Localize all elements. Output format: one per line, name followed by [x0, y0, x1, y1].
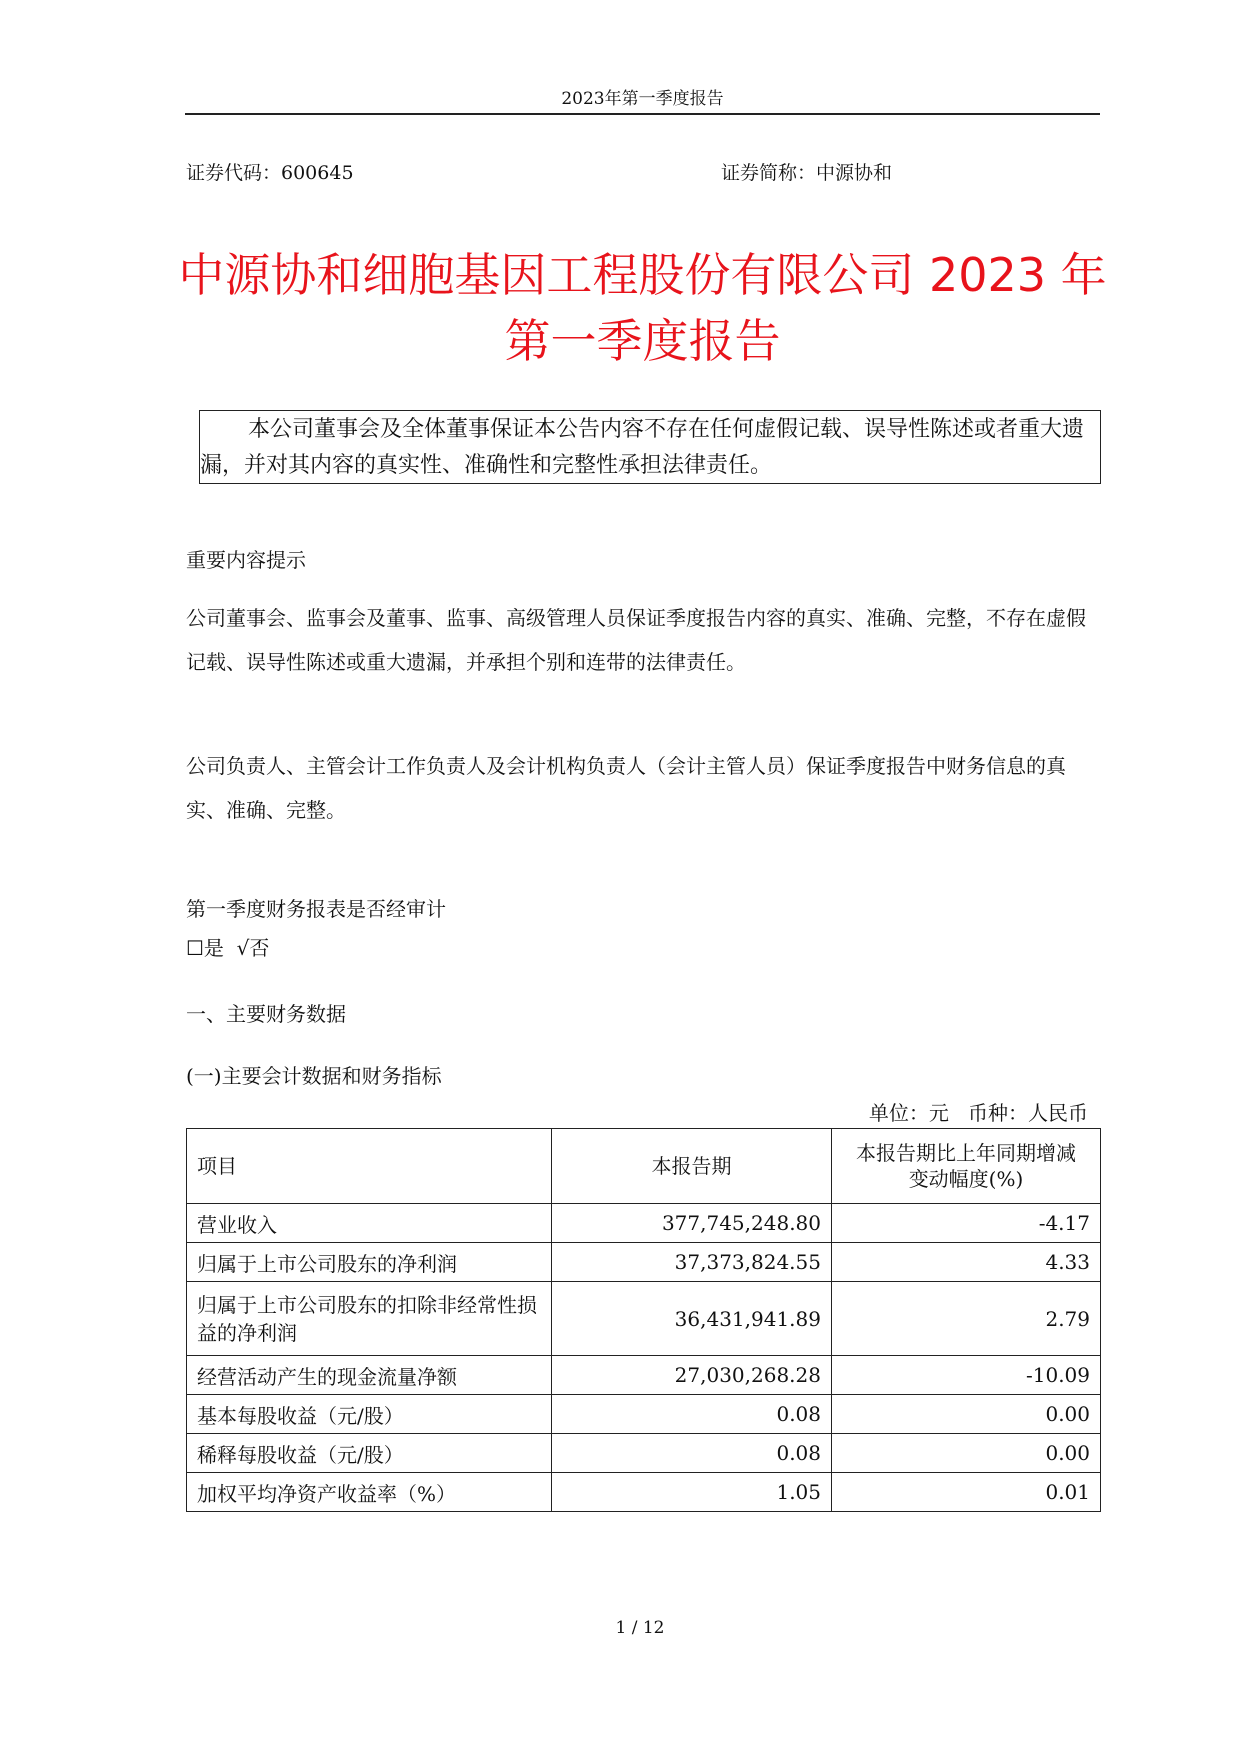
row-current: 27,030,268.28 — [552, 1356, 832, 1395]
important-heading: 重要内容提示 — [186, 548, 306, 572]
row-item: 归属于上市公司股东的扣除非经常性损益的净利润 — [187, 1282, 552, 1356]
row-current: 1.05 — [552, 1473, 832, 1512]
header-change-line1: 本报告期比上年同期增减 — [856, 1141, 1076, 1165]
table-row — [187, 1434, 1101, 1473]
section-heading: 一、主要财务数据 — [186, 1002, 346, 1026]
row-item: 经营活动产生的现金流量净额 — [187, 1356, 552, 1395]
table-row — [187, 1243, 1101, 1282]
row-current: 36,431,941.89 — [552, 1282, 832, 1356]
row-item: 稀释每股收益（元/股） — [187, 1434, 552, 1473]
header-current: 本报告期 — [552, 1129, 832, 1204]
row-current: 0.08 — [552, 1395, 832, 1434]
row-item: 加权平均净资产收益率（%） — [187, 1473, 552, 1512]
table-row — [187, 1356, 1101, 1395]
table-row — [187, 1473, 1101, 1512]
running-header: 2023年第一季度报告 — [561, 89, 724, 109]
row-item: 营业收入 — [187, 1204, 552, 1243]
table-header-row — [187, 1129, 1101, 1204]
header-item: 项目 — [187, 1129, 552, 1204]
row-change: 0.01 — [832, 1473, 1101, 1512]
table-row — [187, 1395, 1101, 1434]
stock-code: 证券代码：600645 — [186, 162, 354, 184]
stock-abbreviation: 证券简称：中源协和 — [721, 162, 893, 184]
table-unit-note: 单位：元 币种：人民币 — [868, 1101, 1088, 1125]
table-row — [187, 1204, 1101, 1243]
audit-question: 第一季度财务报表是否经审计 — [186, 897, 446, 921]
important-para-2: 公司负责人、主管会计工作负责人及会计机构负责人（会计主管人员）保证季度报告中财务信息的真实、准确、完整。 — [186, 754, 1066, 822]
section-subheading: (一)主要会计数据和财务指标 — [186, 1064, 442, 1088]
row-current: 37,373,824.55 — [552, 1243, 832, 1282]
board-notice-text: 本公司董事会及全体董事保证本公告内容不存在任何虚假记载、误导性陈述或者重大遗漏，并对其内容的真实性、准确性和完整性承担法律责任。 — [200, 417, 1085, 478]
page-number: 1 / 12 — [615, 1618, 665, 1638]
board-notice-box — [199, 410, 1101, 484]
report-title — [150, 242, 1135, 374]
header-change-line2: 变动幅度(%) — [908, 1167, 1024, 1191]
row-change: 2.79 — [832, 1282, 1101, 1356]
row-item: 归属于上市公司股东的净利润 — [187, 1243, 552, 1282]
row-current: 0.08 — [552, 1434, 832, 1473]
row-change: 4.33 — [832, 1243, 1101, 1282]
row-item: 基本每股收益（元/股） — [187, 1395, 552, 1434]
financial-table — [186, 1128, 1101, 1512]
header-rule — [185, 113, 1100, 115]
report-title-line1: 中源协和细胞基因工程股份有限公司 2023 年 — [178, 248, 1107, 302]
row-change: 0.00 — [832, 1395, 1101, 1434]
row-change: -4.17 — [832, 1204, 1101, 1243]
audit-options: ☐是 √否 — [186, 936, 270, 960]
report-title-line2: 第一季度报告 — [504, 314, 781, 368]
header-change — [832, 1129, 1101, 1204]
important-para-1: 公司董事会、监事会及董事、监事、高级管理人员保证季度报告内容的真实、准确、完整，不存在虚假记载、误导性陈述或重大遗漏，并承担个别和连带的法律责任。 — [186, 606, 1086, 674]
table-row — [187, 1282, 1101, 1356]
row-current: 377,745,248.80 — [552, 1204, 832, 1243]
row-change: -10.09 — [832, 1356, 1101, 1395]
row-change: 0.00 — [832, 1434, 1101, 1473]
